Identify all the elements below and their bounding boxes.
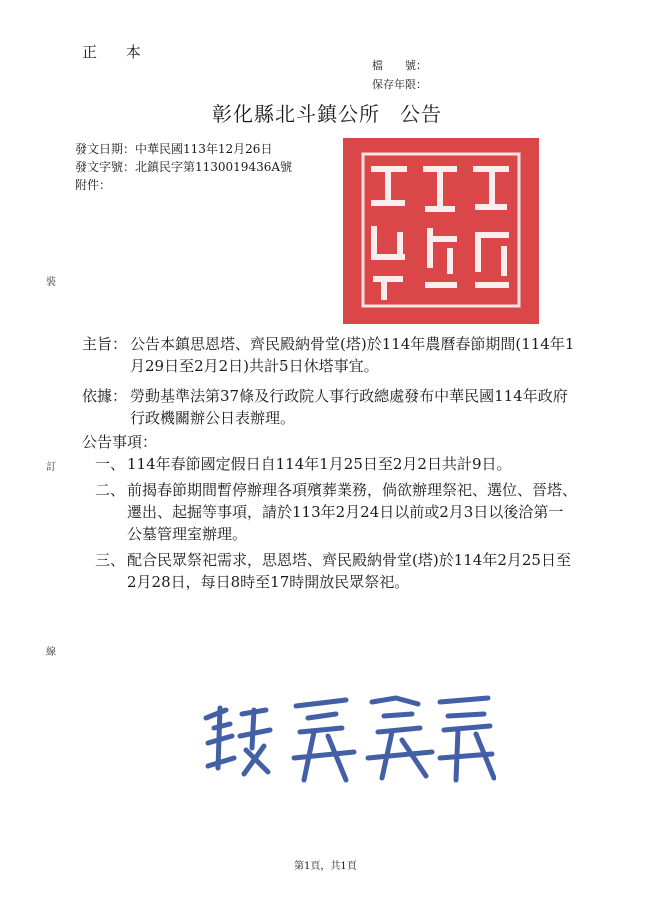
file-number-label: 檔 號： bbox=[372, 59, 427, 72]
item-text: 114年春節國定假日自114年1月25日至2月2日共計9日。 bbox=[127, 455, 512, 473]
issue-date: 發文日期：中華民國113年12月26日 bbox=[75, 142, 273, 156]
basis-label: 依據： bbox=[82, 387, 128, 405]
subject-text: 公告本鎮思恩塔、齊民殿納骨堂(塔)於114年農曆春節期間(114年1月29日至2月2日)共計5日休塔事宜。 bbox=[130, 335, 575, 375]
item-number: 一、 bbox=[95, 455, 126, 473]
binding-mark-3: 線 bbox=[46, 647, 56, 658]
copy-label: 正 本 bbox=[82, 43, 153, 61]
basis-text: 勞動基準法第37條及行政院人事行政總處發布中華民國114年政府行政機關辦公日表辦理。 bbox=[130, 387, 568, 427]
mayor-signature bbox=[196, 688, 496, 788]
page-title bbox=[212, 98, 442, 127]
page-number: 第1頁，共1頁 bbox=[294, 861, 357, 872]
items-label: 公告事項： bbox=[82, 433, 158, 451]
official-seal-stamp bbox=[341, 136, 541, 326]
binding-mark-1: 裝 bbox=[46, 277, 56, 288]
item-number: 三、 bbox=[95, 551, 126, 569]
retention-label: 保存年限： bbox=[372, 78, 427, 91]
item-text: 前揭春節期間暫停辦理各項殯葬業務，倘欲辦理祭祀、選位、晉塔、遷出、起掘等事項，請於113年2月24日以前或2月3日以後洽第一公墓管理室辦理。 bbox=[127, 481, 578, 543]
document-number: 發文字號：北鎮民字第1130019436A號 bbox=[75, 160, 293, 174]
agency-name: 彰化縣北斗鎮公所 bbox=[212, 102, 380, 126]
attachment-line: 附件： bbox=[75, 178, 112, 192]
item-number: 二、 bbox=[95, 481, 126, 499]
subject-label: 主旨： bbox=[82, 335, 128, 353]
doc-type: 公告 bbox=[400, 102, 442, 126]
binding-mark-2: 訂 bbox=[46, 462, 56, 473]
item-text: 配合民眾祭祀需求，思恩塔、齊民殿納骨堂(塔)於114年2月25日至2月28日，每日8時至17時開放民眾祭祀。 bbox=[127, 551, 571, 591]
